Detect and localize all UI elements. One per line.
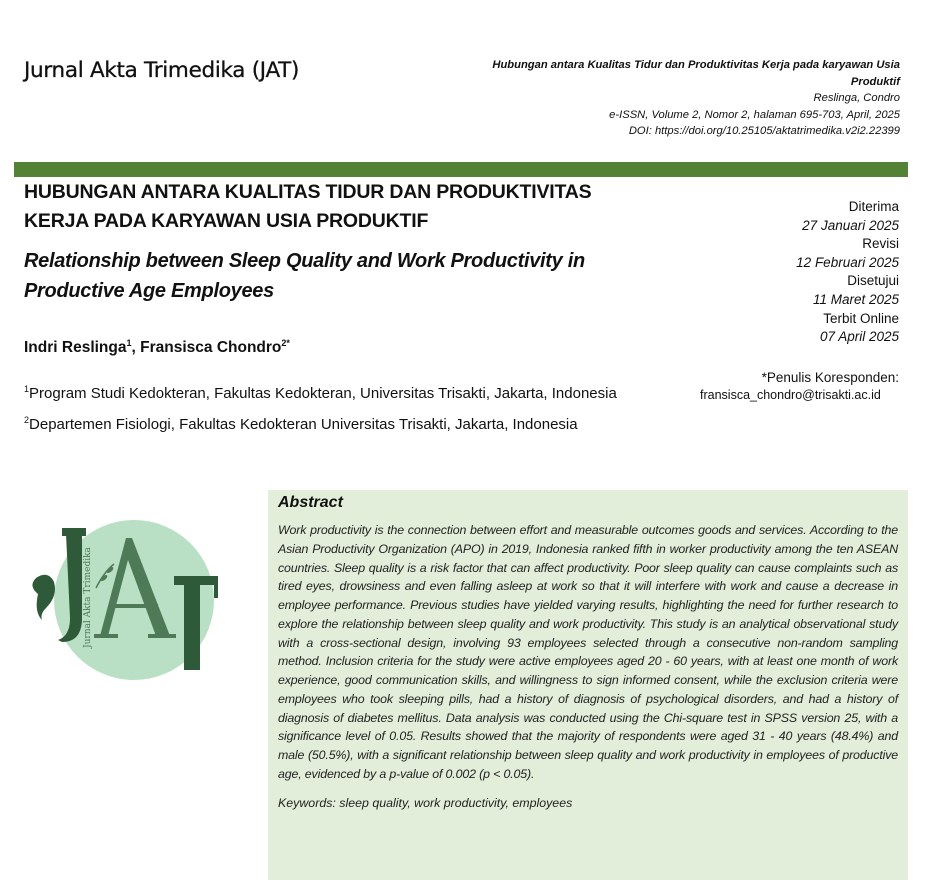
- accent-divider-bar: [14, 162, 908, 177]
- corresponding-author-email[interactable]: fransisca_chondro@trisakti.ac.id: [700, 388, 881, 402]
- corresponding-author-label: *Penulis Koresponden:: [761, 370, 899, 385]
- title-en-line1: Relationship between Sleep Quality and Work Productivity in: [24, 250, 585, 272]
- title-id-line1: HUBUNGAN ANTARA KUALITAS TIDUR DAN PRODUKTIVITAS: [24, 181, 592, 203]
- date-value-revised: 12 Februari 2025: [796, 254, 899, 270]
- affiliation-sup: 2: [24, 415, 30, 425]
- abstract-box: [268, 490, 908, 880]
- running-title-line2: Produktif: [850, 75, 900, 88]
- abstract-body: Work productivity is the connection between effort and measurable outcomes goods and services. According to the Asian Productivity Organization (APO) in 2019, Indonesia ranked fifth in worker productivity among the ten ASEAN countries. Sleep quality is a risk factor that can affect productivity. Poor sleep quality can cause complaints such as tired eyes, drowsiness and even falling asleep at work so that it will interfere with work and cause a decrease in employee performance. Previous studies have yielded varying results, highlighting the need for further research to explore the relationship between sleep quality and work productivity. This study is an analytical observational study with a cross-sectional design, involving 93 employees selected through a consecutive non-random sampling method. Inclusion criteria for the study were active employees aged 20 - 60 years, with at least one month of work experience, good communication skills, and willingness to sign informed consent, while the exclusion criteria were employees who took sleeping pills, had a history of diagnosis of psychological disorders, and had a history of diagnosis of diabetes mellitus. Data analysis was conducted using the Chi-square test in SPSS version 25, with a significance level of 0.05. Results showed that the majority of respondents were aged 31 - 40 years (48.4%) and male (50.5%), with a significant relationship between sleep quality and work productivity in employees of productive age, evidenced by a p-value of 0.002 (p < 0.05).: [278, 523, 898, 781]
- date-label-published: Terbit Online: [823, 310, 899, 326]
- abstract-keywords: Keywords: sleep quality, work productivity, employees: [278, 795, 573, 810]
- abstract-heading: Abstract: [278, 494, 343, 511]
- date-value-received: 27 Januari 2025: [802, 217, 899, 233]
- date-value-accepted: 11 Maret 2025: [812, 291, 899, 307]
- affiliation-2: [24, 415, 578, 433]
- logo-vertical-text: Jurnal Akta Trimedika: [83, 547, 93, 648]
- date-value-published: 07 April 2025: [819, 329, 899, 345]
- journal-logo: [24, 508, 224, 683]
- title-indonesian: [24, 178, 664, 236]
- date-label-revised: Revisi: [862, 236, 899, 252]
- issue-info: e-ISSN, Volume 2, Nomor 2, halaman 695-703, April, 2025: [609, 108, 900, 121]
- running-authors: Reslinga, Condro: [813, 92, 900, 105]
- date-label-received: Diterima: [848, 199, 899, 214]
- affiliation-text: Program Studi Kedokteran, Fakultas Kedokteran, Universitas Trisakti, Jakarta, Indonesia: [29, 385, 617, 402]
- author-sup: 1: [126, 338, 132, 348]
- affiliation-text: Departemen Fisiologi, Fakultas Kedokteran Universitas Trisakti, Jakarta, Indonesia: [29, 416, 578, 433]
- affiliation-sup: 1: [24, 384, 30, 394]
- title-id-line2: KERJA PADA KARYAWAN USIA PRODUKTIF: [24, 210, 429, 232]
- affiliation-1: [24, 384, 617, 402]
- author-list: [24, 338, 290, 357]
- jat-logo-icon: [24, 508, 224, 683]
- running-title-line1: Hubungan antara Kualitas Tidur dan Produktivitas Kerja pada karyawan Usia: [492, 59, 900, 71]
- journal-name: Jurnal Akta Trimedika (JAT): [24, 58, 300, 83]
- author-name: Indri Reslinga: [24, 339, 127, 357]
- title-english: [24, 246, 664, 306]
- title-en-line2: Productive Age Employees: [24, 280, 274, 302]
- doi-link[interactable]: DOI: https://doi.org/10.25105/aktatrimedika.v2i2.22399: [628, 125, 900, 138]
- date-label-accepted: Disetujui: [847, 273, 899, 289]
- author-sup: 2*: [281, 338, 290, 348]
- author-separator: ,: [131, 339, 141, 357]
- article-dates: [699, 198, 899, 347]
- header-meta: [430, 57, 900, 140]
- author-name: Fransisca Chondro: [140, 339, 282, 357]
